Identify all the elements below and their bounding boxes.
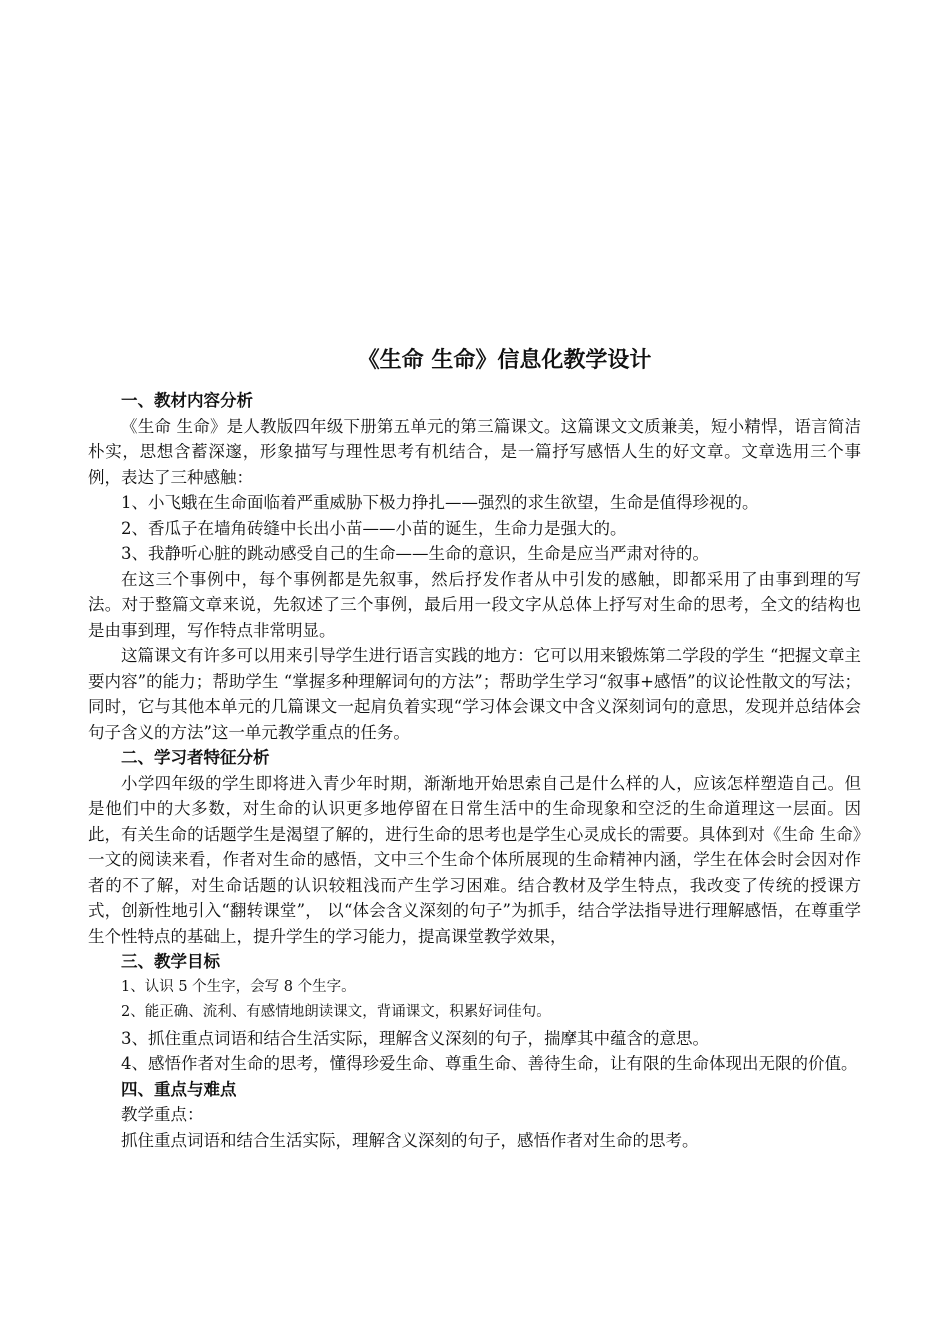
section-heading-3: 三、教学目标	[121, 952, 220, 971]
section-heading-1: 一、教材内容分析	[121, 391, 253, 410]
paragraph: 在这三个事例中，每个事例都是先叙事，然后抒发作者从中引发的感触，即都采用了由事到理的写法。对于整篇文章来说，先叙述了三个事例，最后用一段文字从总体上抒写对生命的思考，全文的结构也是由事到理，写作特点非常明显。	[88, 569, 861, 640]
list-item: 4、感悟作者对生命的思考，懂得珍爱生命、尊重生命、善待生命，让有限的生命体现出无限的价值。	[121, 1054, 858, 1073]
list-item: 1、认识 5 个生字，会写 8 个生字。	[121, 978, 356, 995]
page-title: 《生命 生命》信息化教学设计	[357, 348, 652, 373]
paragraph: 抓住重点词语和结合生活实际，理解含义深刻的句子，感悟作者对生命的思考。	[121, 1130, 699, 1150]
list-item: 2、香瓜子在墙角砖缝中长出小苗——小苗的诞生，生命力是强大的。	[121, 518, 627, 538]
paragraph: 《生命 生命》是人教版四年级下册第五单元的第三篇课文。这篇课文文质兼美，短小精悍，语言简洁朴实，思想含蓄深邃，形象描写与理性思考有机结合，是一篇抒写感悟人生的好文章。文章选用三个事例，表达了三种感触：	[88, 416, 861, 487]
section-heading-4: 四、重点与难点	[121, 1079, 237, 1099]
list-item: 2、能正确、流利、有感情地朗读课文，背诵课文，积累好词佳句。	[121, 1004, 551, 1020]
paragraph: 小学四年级的学生即将进入青少年时期，渐渐地开始思索自己是什么样的人，应该怎样塑造自己。但是他们中的大多数，对生命的认识更多地停留在日常生活中的生命现象和空泛的生命道理这一层面。因此，有关生命的话题学生是渴望了解的，进行生命的思考也是学生心灵成长的需要。具体到对《生命 生命》一文的阅读来看，作者对生命的感悟，文中三个生命个体所展现的生命精神内涵，学生在体会时会因对作者的不了解，对生命话题的认识较粗浅而产生学习困难。结合教材及学生特点，我改变了传统的授课方式，创新性地引入“翻转课堂”， 以“体会含义深刻的句子”为抓手，结合学法指导进行理解感悟，在尊重学生个性特点的基础上，提升学生的学习能力，提高课堂教学效果，	[88, 773, 861, 946]
document-page	[88, 346, 861, 1153]
list-item: 3、我静听心脏的跳动感受自己的生命——生命的意识，生命是应当严肃对待的。	[121, 544, 709, 563]
section-heading-2: 二、学习者特征分析	[121, 748, 270, 767]
paragraph: 这篇课文有许多可以用来引导学生进行语言实践的地方：它可以用来锻炼第二学段的学生 “把握文章主要内容”的能力；帮助学生 “掌握多种理解词句的方法”；帮助学生学习“叙事+感悟”的议论性散文的写法；同时，它与其他本单元的几篇课文一起肩负着实现“学习体会课文中含义深刻词句的意思，发现并总结体会句子含义的方法”这一单元教学重点的任务。	[88, 646, 861, 742]
sub-label: 教学重点：	[121, 1105, 204, 1124]
list-item: 3、抓住重点词语和结合生活实际，理解含义深刻的句子，揣摩其中蕴含的意思。	[121, 1028, 709, 1048]
list-item: 1、小飞蛾在生命面临着严重威胁下极力挣扎——强烈的求生欲望，生命是值得珍视的。	[121, 493, 759, 512]
